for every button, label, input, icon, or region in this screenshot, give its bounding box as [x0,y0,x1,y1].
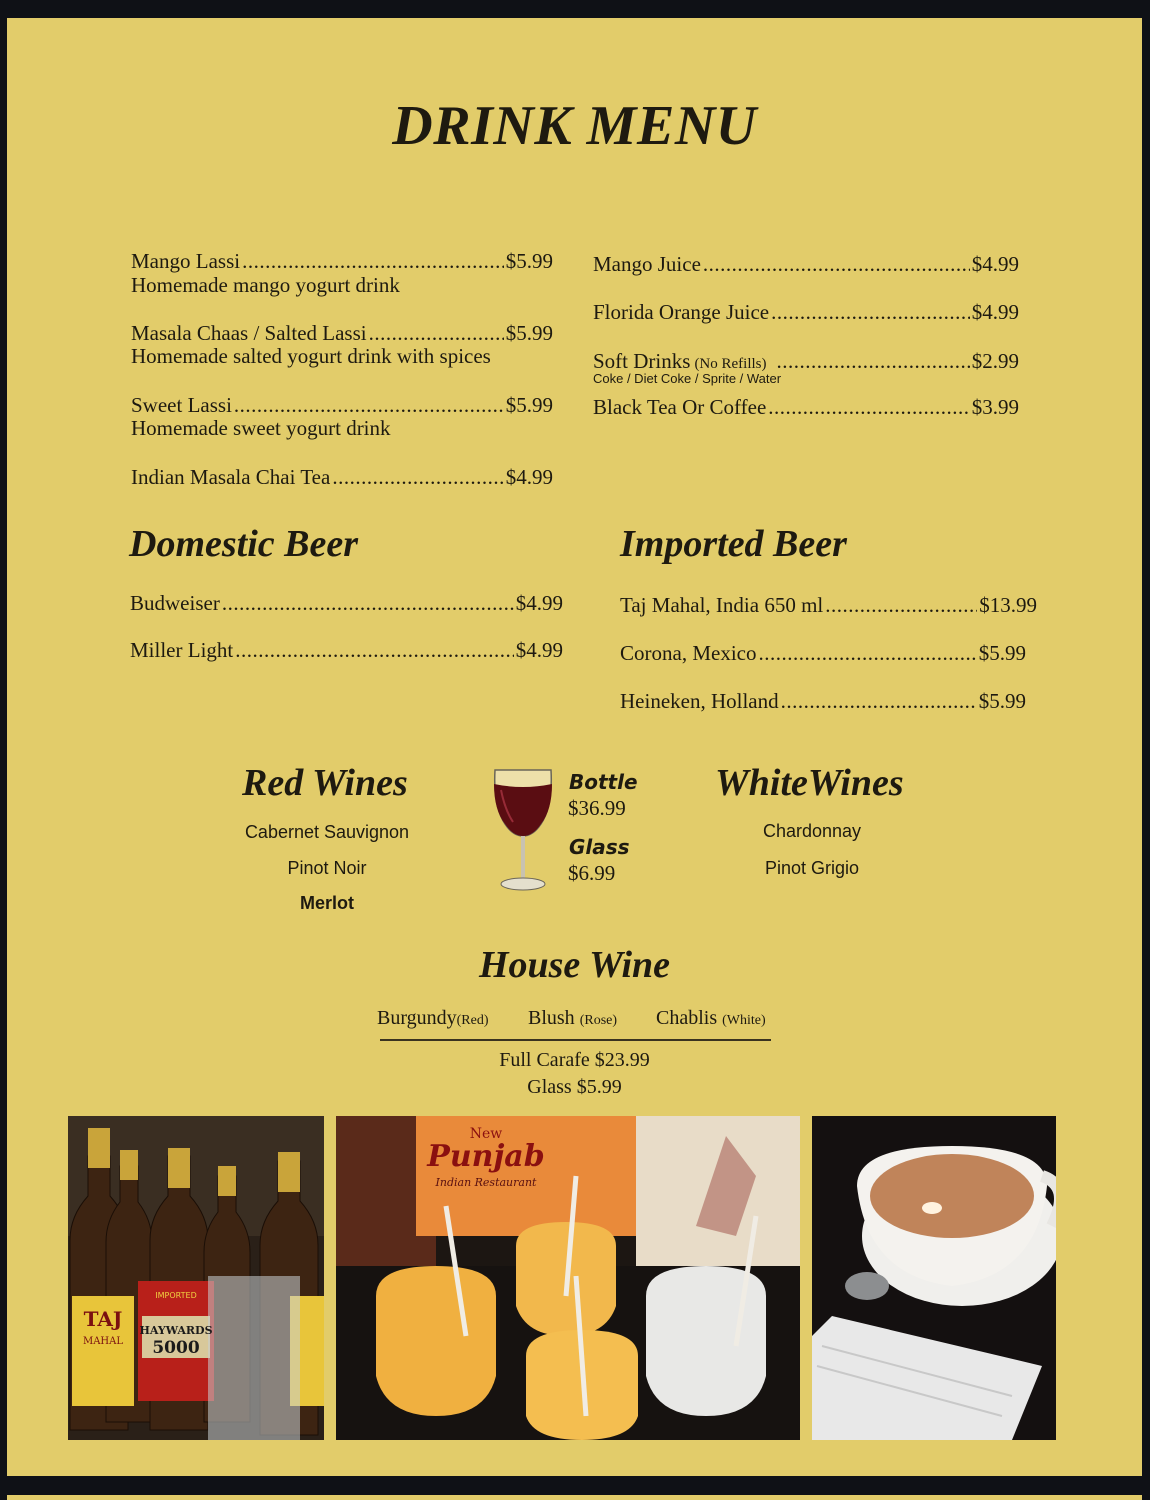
beer-bottles-photo [68,1116,324,1440]
bottom-frame [0,1478,1150,1500]
menu-item-description: Homemade sweet yogurt drink [131,416,391,440]
menu-item-description: Homemade salted yogurt drink with spices [131,344,491,368]
menu-item-budweiser: Budweiser ..... $4.99 [130,591,563,615]
house-wine-burgundy: Burgundy(Red) [377,1007,489,1029]
page-title: DRINK MENU [392,95,757,157]
white-wine-item: Pinot Grigio [764,858,860,878]
menu-item-heineken: Heineken, Holland ..... $5.99 [620,689,1026,713]
bottle-price: $36.99 [568,796,626,820]
menu-item-mango-juice: Mango Juice ..... $4.99 [593,252,1019,276]
wine-glass-icon [491,766,555,894]
imported-beer-heading: Imported Beer [620,523,847,565]
soft-drinks-options: Coke / Diet Coke / Sprite / Water [593,371,782,386]
menu-item-taj-mahal: Taj Mahal, India 650 ml ..... $13.99 [620,593,1037,617]
menu-item-mango-lassi: Mango Lassi ..... $5.99 [131,249,553,273]
menu-item-description: Homemade mango yogurt drink [131,273,400,297]
menu-item-corona: Corona, Mexico ..... $5.99 [620,641,1026,665]
sign-punjab: Punjab [427,1139,545,1174]
bottle-label: Bottle [569,770,638,794]
sign-new: New [469,1126,503,1142]
bottle-label-taj: TAJ [83,1307,123,1331]
sign-indian-restaurant: Indian Restaurant [435,1176,537,1189]
red-wine-item: Cabernet Sauvignon [244,822,410,842]
menu-item-tea-coffee: Black Tea Or Coffee ..... $3.99 [593,395,1019,419]
menu-item-orange-juice: Florida Orange Juice ..... $4.99 [593,300,1019,324]
white-wines-heading: WhiteWines [715,762,904,804]
red-wine-item: Pinot Noir [287,858,367,878]
divider [380,1039,771,1041]
red-wines-heading: Red Wines [242,762,408,804]
menu-item-masala-chaas: Masala Chaas / Salted Lassi ..... $5.99 [131,321,553,345]
house-wine-chablis: Chablis (White) [656,1007,766,1029]
bottle-label-haywards: HAYWARDS [139,1324,213,1337]
house-wine-carafe-price: Full Carafe $23.99 [499,1049,650,1071]
domestic-beer-heading: Domestic Beer [129,523,359,565]
bottle-label-mahal: MAHAL [82,1336,124,1347]
menu-item-soft-drinks: Soft Drinks (No Refills) ..... $2.99 [593,349,1019,376]
bottle-label-imported: IMPORTED [155,1291,197,1300]
white-wine-item: Chardonnay [762,821,862,841]
menu-page [7,18,1142,1476]
menu-item-masala-chai: Indian Masala Chai Tea ..... $4.99 [131,465,553,489]
glass-label: Glass [569,835,630,859]
menu-item-sweet-lassi: Sweet Lassi ..... $5.99 [131,393,553,417]
lassi-photo [336,1116,800,1440]
menu-item-miller-light: Miller Light ..... $4.99 [130,638,563,662]
red-wine-item: Merlot [300,893,354,913]
house-wine-glass-price: Glass $5.99 [527,1076,622,1098]
house-wine-blush: Blush (Rose) [528,1007,618,1029]
glass-price: $6.99 [568,861,616,885]
bottle-label-5000: 5000 [152,1338,200,1358]
chai-photo [812,1116,1056,1440]
house-wine-heading: House Wine [478,944,671,986]
